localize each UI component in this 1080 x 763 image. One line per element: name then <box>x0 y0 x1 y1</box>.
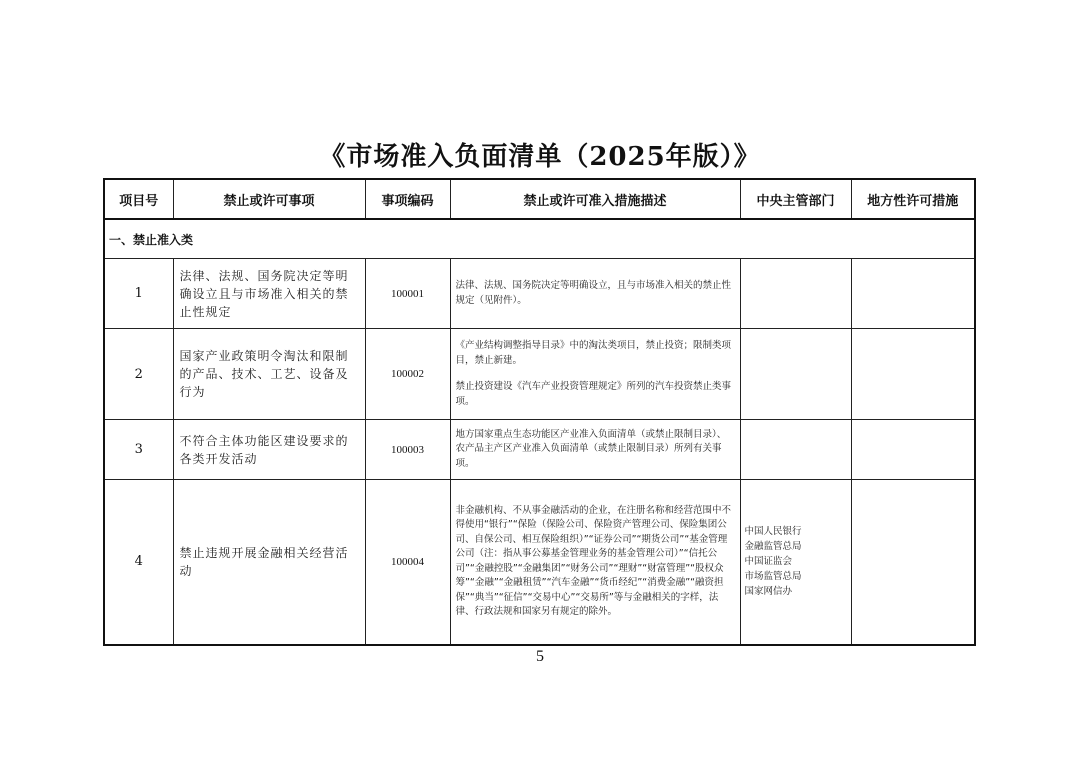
page-number: 5 <box>536 648 544 665</box>
row-central-dept <box>740 480 851 645</box>
row-central-dept <box>740 329 851 420</box>
row-description <box>450 420 740 480</box>
section-title: 一、禁止准入类 <box>104 219 975 259</box>
row-number: 4 <box>104 480 173 645</box>
dept-name: 中国人民银行 <box>744 526 802 538</box>
header-code: 事项编码 <box>365 179 450 219</box>
row-number: 1 <box>104 259 173 329</box>
dept-name: 国家网信办 <box>744 586 793 598</box>
row-local-measures <box>851 480 975 645</box>
row-description <box>450 329 740 420</box>
row-central-dept <box>740 420 851 480</box>
dept-name: 中国证监会 <box>744 556 793 568</box>
table-row <box>104 420 975 480</box>
row-central-dept <box>740 259 851 329</box>
row-local-measures <box>851 420 975 480</box>
row-matter: 禁止违规开展金融相关经营活动 <box>173 480 365 645</box>
table-row <box>104 480 975 645</box>
description-paragraph: 法律、法规、国务院决定等明确设立，且与市场准入相关的禁止性规定（见附件）。 <box>455 280 732 306</box>
negative-list-table <box>103 178 976 646</box>
table-row <box>104 259 975 329</box>
row-local-measures <box>851 259 975 329</box>
row-matter: 国家产业政策明令淘汰和限制的产品、技术、工艺、设备及行为 <box>173 329 365 420</box>
header-local-measures: 地方性许可措施 <box>851 179 975 219</box>
dept-name: 市场监管总局 <box>744 571 802 583</box>
row-description <box>450 480 740 645</box>
row-number: 2 <box>104 329 173 420</box>
dept-name: 金融监管总局 <box>744 541 802 553</box>
description-paragraph: 禁止投资建设《汽车产业投资管理规定》所列的汽车投资禁止类事项。 <box>455 381 732 407</box>
header-item-number: 项目号 <box>104 179 173 219</box>
row-code: 100004 <box>365 480 450 645</box>
row-code: 100001 <box>365 259 450 329</box>
table-row <box>104 329 975 420</box>
table-header-row <box>104 179 975 219</box>
row-number: 3 <box>104 420 173 480</box>
description-paragraph: 地方国家重点生态功能区产业准入负面清单（或禁止限制目录）、农产品主产区产业准入负面清单（或禁止限制目录）所列有关事项。 <box>455 428 727 469</box>
section-row <box>104 219 975 259</box>
row-local-measures <box>851 329 975 420</box>
row-code: 100002 <box>365 329 450 420</box>
row-description <box>450 259 740 329</box>
header-central-dept: 中央主管部门 <box>740 179 851 219</box>
description-paragraph: 《产业结构调整指导目录》中的淘汰类项目，禁止投资；限制类项目，禁止新建。 <box>455 340 732 366</box>
row-matter: 法律、法规、国务院决定等明确设立且与市场准入相关的禁止性规定 <box>173 259 365 329</box>
description-paragraph: 非金融机构、不从事金融活动的企业，在注册名称和经营范围中不得使用“银行”“保险（保险公司、保险资产管理公司、保险集团公司、自保公司、相互保险组织）”“证券公司”“期货公司”“基金管理公司（注：指从事公募基金管理业务的基金管理公司）”“信托公司”“金融控股”“金融集团”“财务公司”“理财”“财富管理”“股权众筹”“金融”“金融租赁”“汽车金融”“货币经纪”“消费金融”“融资担保”“典当”“征信”“交易中心”“交易所”等与金融相关的字样，法律、行政法规和国家另有规定的除外。 <box>455 504 732 618</box>
header-description: 禁止或许可准入措施描述 <box>450 179 740 219</box>
row-matter: 不符合主体功能区建设要求的各类开发活动 <box>173 420 365 480</box>
row-code: 100003 <box>365 420 450 480</box>
header-matter: 禁止或许可事项 <box>173 179 365 219</box>
document-title: 《市场准入负面清单（2025年版）》 <box>319 142 761 172</box>
